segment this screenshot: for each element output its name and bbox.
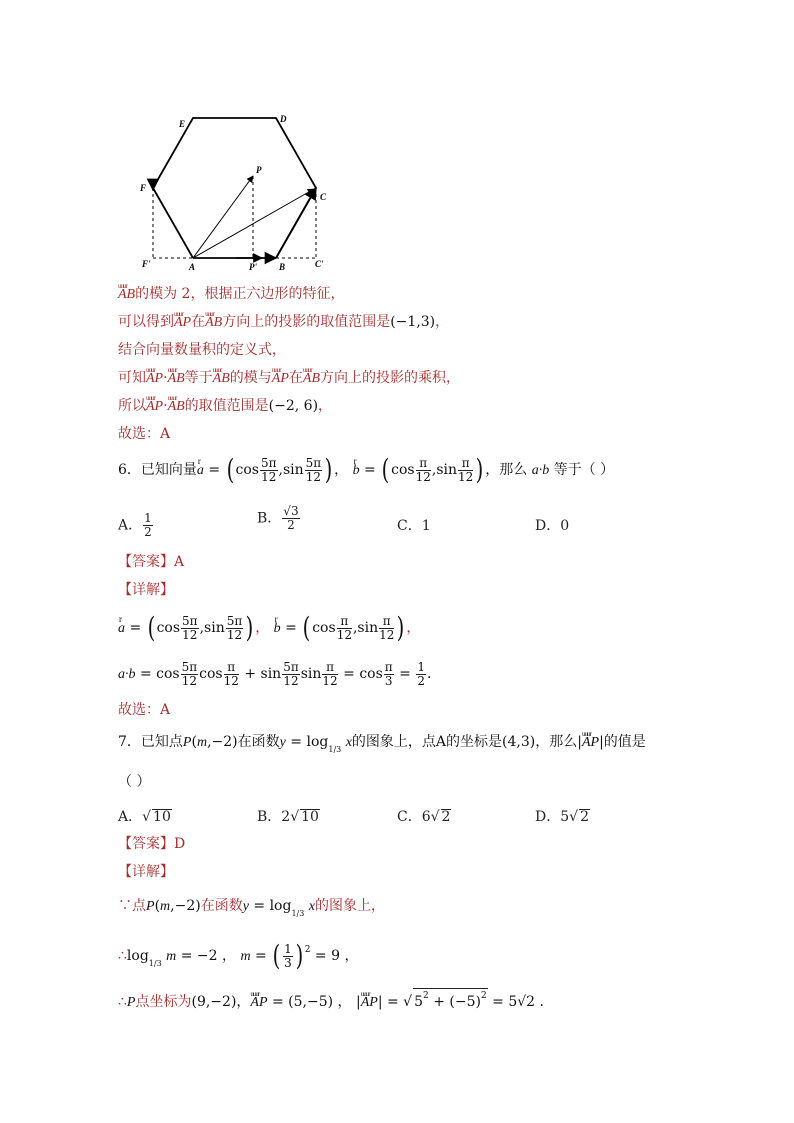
q6-choose: 故选：A bbox=[118, 702, 171, 718]
q6-option-d[interactable]: D．0 bbox=[535, 518, 570, 534]
label-b: B bbox=[279, 262, 286, 272]
label-p-prime: P' bbox=[249, 262, 257, 272]
q7-answer: 【答案】D bbox=[118, 836, 186, 852]
q6-option-a[interactable]: A． $\frac{1}{2}$ bbox=[118, 511, 152, 539]
q7-detail-line-2: $\therefore\log_{1/3}$ m = −2 ， m = ( $\frac{1}{3}$ ) $^2$ = 9 ， bbox=[118, 939, 359, 972]
q7-option-d[interactable]: D．5√ 2 bbox=[535, 809, 589, 825]
hexagon-outline bbox=[153, 118, 316, 258]
line-dot-product-meaning: 可知uuur AP·uuur AB等于uuur AB的模与uuur AP在uuur AB方向上的投影的乘积， bbox=[118, 368, 460, 389]
line-projection-range: 可以得到uuur AP在uuur AB方向上的投影的取值范围是(−1,3)， bbox=[118, 312, 449, 333]
vector-ap bbox=[193, 176, 253, 258]
label-e: E bbox=[179, 119, 186, 129]
q7-detail-line-1: ∵点P(m,−2)在函数$y = \log_{1/3} x$的图象上， bbox=[118, 898, 385, 918]
question-7-blank: （ ） bbox=[118, 774, 151, 790]
hexagon-diagram bbox=[0, 0, 794, 280]
label-d: D bbox=[280, 114, 287, 124]
label-f: F bbox=[140, 183, 147, 193]
q6-option-c[interactable]: C．1 bbox=[397, 518, 431, 534]
q6-answer: 【答案】A bbox=[118, 554, 185, 570]
line-choose-a-1: 故选：A bbox=[118, 426, 171, 442]
q6-detail-heading: 【详解】 bbox=[118, 582, 174, 598]
q7-option-b[interactable]: B．2√ 10 bbox=[257, 809, 319, 825]
q6-option-b[interactable]: B． $\frac{√3}{2}$ bbox=[257, 504, 299, 532]
label-a: A bbox=[189, 262, 196, 272]
question-7-stem: 7．已知点P(m,−2)在函数$y = \log_{1/3} x$的图象上，点A的坐标是(4,3)，那么|uuur AP|的值是 bbox=[118, 732, 646, 760]
q7-option-c[interactable]: C．6√ 2 bbox=[397, 809, 451, 825]
question-6-stem: 6．已知向量r a = ( cos $\frac{5\pi}{12}$ ,sin $\frac{5\pi}{12}$ ) ， r b = ( cos $\frac{\pi}{12}$ ,sin $\frac{\pi}{12}$ ) ，那么 a·b 等于（ ） bbox=[118, 452, 614, 489]
q6-dot-calculation: a·b = cos $\frac{5\pi}{12}$ cos $\frac{\pi}{12}$ + sin $\frac{5\pi}{12}$ sin $\frac{\pi}{12}$ = cos $\frac{\pi}{3}$ = $\frac{1}{2}$ . bbox=[118, 659, 432, 688]
label-c-prime: C' bbox=[315, 259, 324, 269]
line-dot-definition: 结合向量数量积的定义式， bbox=[118, 342, 286, 358]
label-p: P bbox=[256, 165, 262, 175]
line-dot-range: 所以uuur AP·uuur AB的取值范围是(−2, 6)， bbox=[118, 396, 332, 417]
q7-option-a[interactable]: A．√ 10 bbox=[118, 809, 171, 825]
line-ab-magnitude: uuur AB的模为 2，根据正六边形的特征， bbox=[118, 284, 344, 305]
q6-vectors-given: r a = ( cos $\frac{5\pi}{12}$ ,sin $\frac{5\pi}{12}$ ) ， r b = ( cos $\frac{\pi}{12}$ ,sin $\frac{\pi}{12}$ ) ， bbox=[118, 610, 420, 647]
q7-detail-heading: 【详解】 bbox=[118, 864, 174, 880]
q7-detail-line-3: ∴P点坐标为(9,−2)，uuur AP = (5,−5) ， |uuur AP| = √ $5^2 + (-5)^2 = 5√2$ . bbox=[118, 988, 544, 1013]
label-c: C bbox=[320, 192, 327, 202]
label-f-prime: F' bbox=[142, 259, 151, 269]
